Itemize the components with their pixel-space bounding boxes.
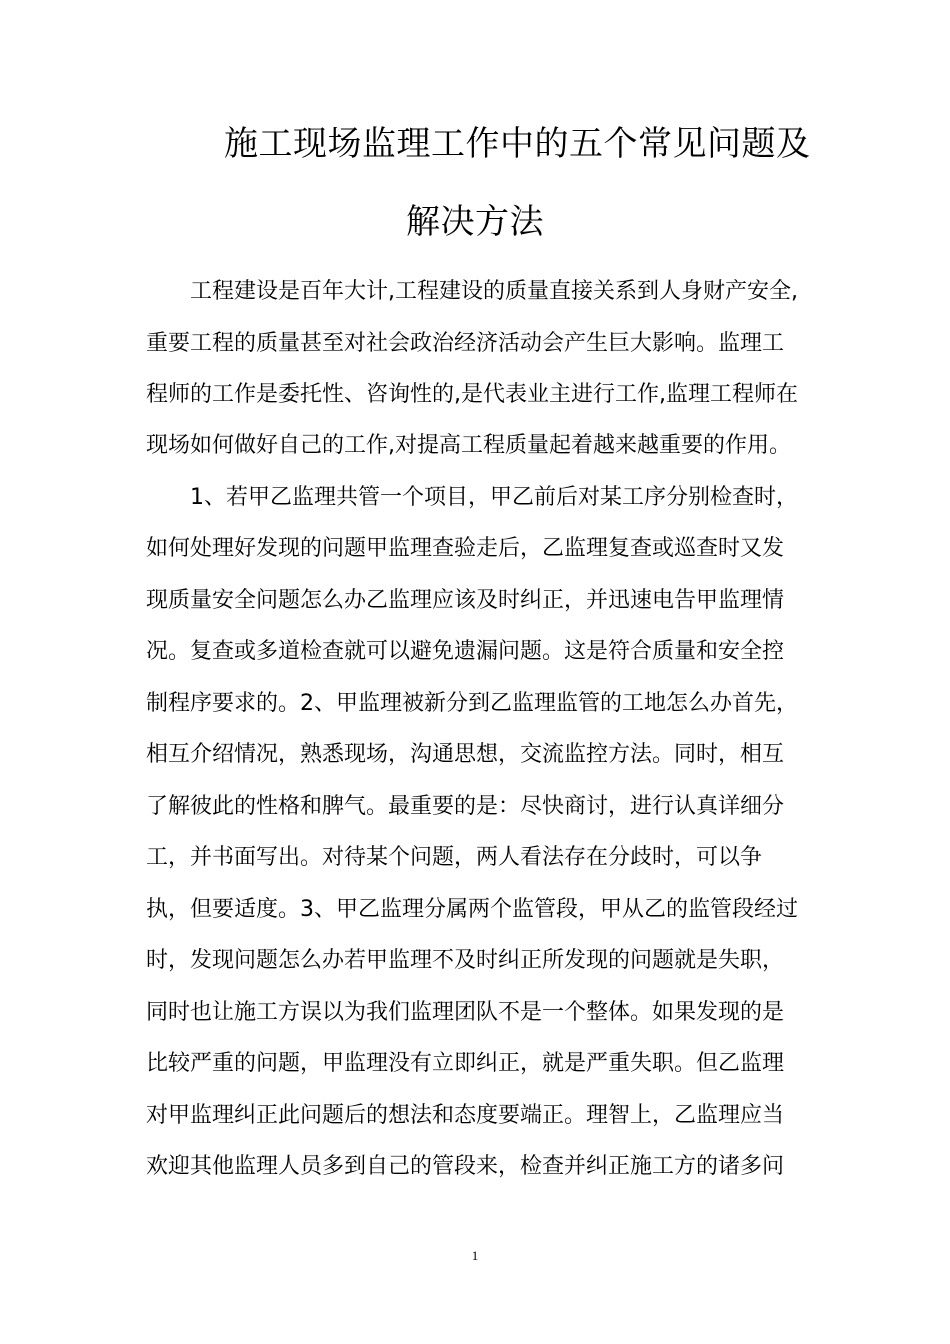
paragraph-line: 现场如何做好自己的工作,对提高工程质量起着越来越重要的作用。	[146, 433, 791, 458]
paragraph-line: 相互介绍情况，熟悉现场，沟通思想，交流监控方法。同时，相互	[146, 742, 785, 767]
paragraph-line: 现质量安全问题怎么办乙监理应该及时纠正，并迅速电告甲监理情	[146, 588, 785, 613]
paragraph-line: 如何处理好发现的问题甲监理查验走后，乙监理复查或巡查时又发	[146, 536, 785, 561]
paragraph-line: 欢迎其他监理人员多到自己的管段来，检查并纠正施工方的诸多问	[146, 1154, 785, 1179]
document-title-line-2: 解决方法	[406, 202, 544, 242]
paragraph-line: 况。复查或多道检查就可以避免遗漏问题。这是符合质量和安全控	[146, 639, 785, 664]
paragraph-line: 制程序要求的。2、甲监理被新分到乙监理监管的工地怎么办首先，	[146, 691, 798, 716]
paragraph-line: 时，发现问题怎么办若甲监理不及时纠正所发现的问题就是失职，	[146, 948, 785, 973]
paragraph-line: 重要工程的质量甚至对社会政治经济活动会产生巨大影响。监理工	[146, 331, 785, 356]
paragraph-line: 程师的工作是委托性、咨询性的,是代表业主进行工作,监理工程师在	[146, 382, 798, 407]
paragraph-line: 执，但要适度。3、甲乙监理分属两个监管段，甲从乙的监管段经过	[146, 897, 798, 922]
paragraph-line: 同时也让施工方误以为我们监理团队不是一个整体。如果发现的是	[146, 1000, 785, 1025]
paragraph-line: 工程建设是百年大计,工程建设的质量直接关系到人身财产安全,	[190, 279, 798, 304]
page-number: 1	[471, 1248, 479, 1263]
paragraph-line: 工，并书面写出。对待某个问题，两人看法存在分歧时，可以争	[146, 845, 763, 870]
paragraph-line: 1、若甲乙监理共管一个项目，甲乙前后对某工序分别检查时，	[190, 485, 798, 510]
document-title-line-1: 施工现场监理工作中的五个常见问题及	[224, 124, 811, 164]
paragraph-line: 了解彼此的性格和脾气。最重要的是：尽快商讨，进行认真详细分	[146, 794, 785, 819]
paragraph-line: 比较严重的问题，甲监理没有立即纠正，就是严重失职。但乙监理	[146, 1051, 785, 1076]
paragraph-line: 对甲监理纠正此问题后的想法和态度要端正。理智上，乙监理应当	[146, 1103, 785, 1128]
